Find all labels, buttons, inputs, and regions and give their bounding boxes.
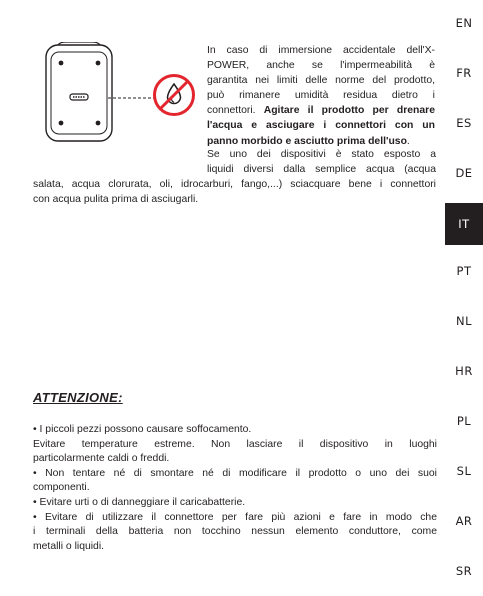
warning-line: i terminali della batteria non tocchino nessun elemento conduttore, come: [33, 526, 437, 538]
paragraph-line: con acqua pulita prima di asciugarli.: [33, 194, 199, 206]
intro-emphasis: l'acqua e asciugare i connettori con un: [207, 120, 435, 132]
warning-heading: ATTENZIONE:: [33, 390, 123, 405]
warning-line: particolarmente caldi o freddi.: [33, 453, 170, 465]
language-tab-es[interactable]: ES: [456, 116, 472, 130]
other-liquids-paragraph: [33, 147, 436, 207]
intro-period: .: [406, 135, 410, 147]
paragraph-line: liquidi diversi dalla semplice acqua (acqua: [207, 164, 436, 176]
warning-line: metalli o liquidi.: [33, 540, 105, 552]
connector-callout-line: [108, 94, 158, 102]
intro-line: In caso di immersione accidentale dell'X-: [207, 45, 435, 56]
intro-line: connettori.: [207, 105, 264, 117]
x-power-device-illustration: [44, 42, 116, 144]
paragraph-line: salata, acqua clorurata, oli, idrocarburi, fango,...) sciacquare bene i connettori: [33, 179, 436, 191]
language-tab-sl[interactable]: SL: [456, 464, 472, 478]
language-tab-pl[interactable]: PL: [456, 414, 472, 428]
language-tab-en[interactable]: EN: [455, 16, 473, 30]
language-tab-sr[interactable]: SR: [455, 564, 473, 578]
warning-line: • Non tentare né di smontare né di modificare il prodotto o uno dei suoi: [33, 467, 437, 479]
intro-line: POWER, anche se l'impermeabilità è: [207, 60, 435, 72]
warning-line: Evitare temperature estreme. Non lasciare il dispositivo in luoghi: [33, 438, 437, 450]
warning-line: • I piccoli pezzi possono causare soffocamento.: [33, 424, 252, 435]
language-tab-ar[interactable]: AR: [455, 514, 473, 528]
language-tab-pt[interactable]: PT: [456, 264, 472, 278]
warning-list: [33, 423, 437, 554]
warning-line: • Evitare urti o di danneggiare il caricabatterie.: [33, 496, 246, 508]
paragraph-line: Se uno dei dispositivi è stato esposto a: [207, 149, 436, 160]
no-liquid-icon: [152, 73, 196, 117]
language-tab-it-active[interactable]: IT: [445, 203, 483, 245]
language-tabs: [445, 0, 483, 596]
intro-emphasis: panno morbido e asciutto prima dell'uso: [207, 135, 407, 147]
language-tab-fr[interactable]: FR: [456, 66, 472, 80]
intro-line: garantita nei limiti delle norme del prodotto,: [207, 75, 435, 87]
warning-line: componenti.: [33, 482, 90, 494]
immersion-paragraph: [207, 43, 435, 149]
language-tab-de[interactable]: DE: [455, 166, 473, 180]
intro-line: può rimanere umidità residua dietro i: [207, 90, 435, 102]
warning-line: • Evitare di utilizzare il connettore per fare più azioni e fare in modo che: [33, 511, 437, 523]
intro-emphasis: Agitare il prodotto per drenare: [263, 105, 435, 117]
language-tab-nl[interactable]: NL: [455, 314, 472, 328]
language-tab-hr[interactable]: HR: [455, 364, 473, 378]
